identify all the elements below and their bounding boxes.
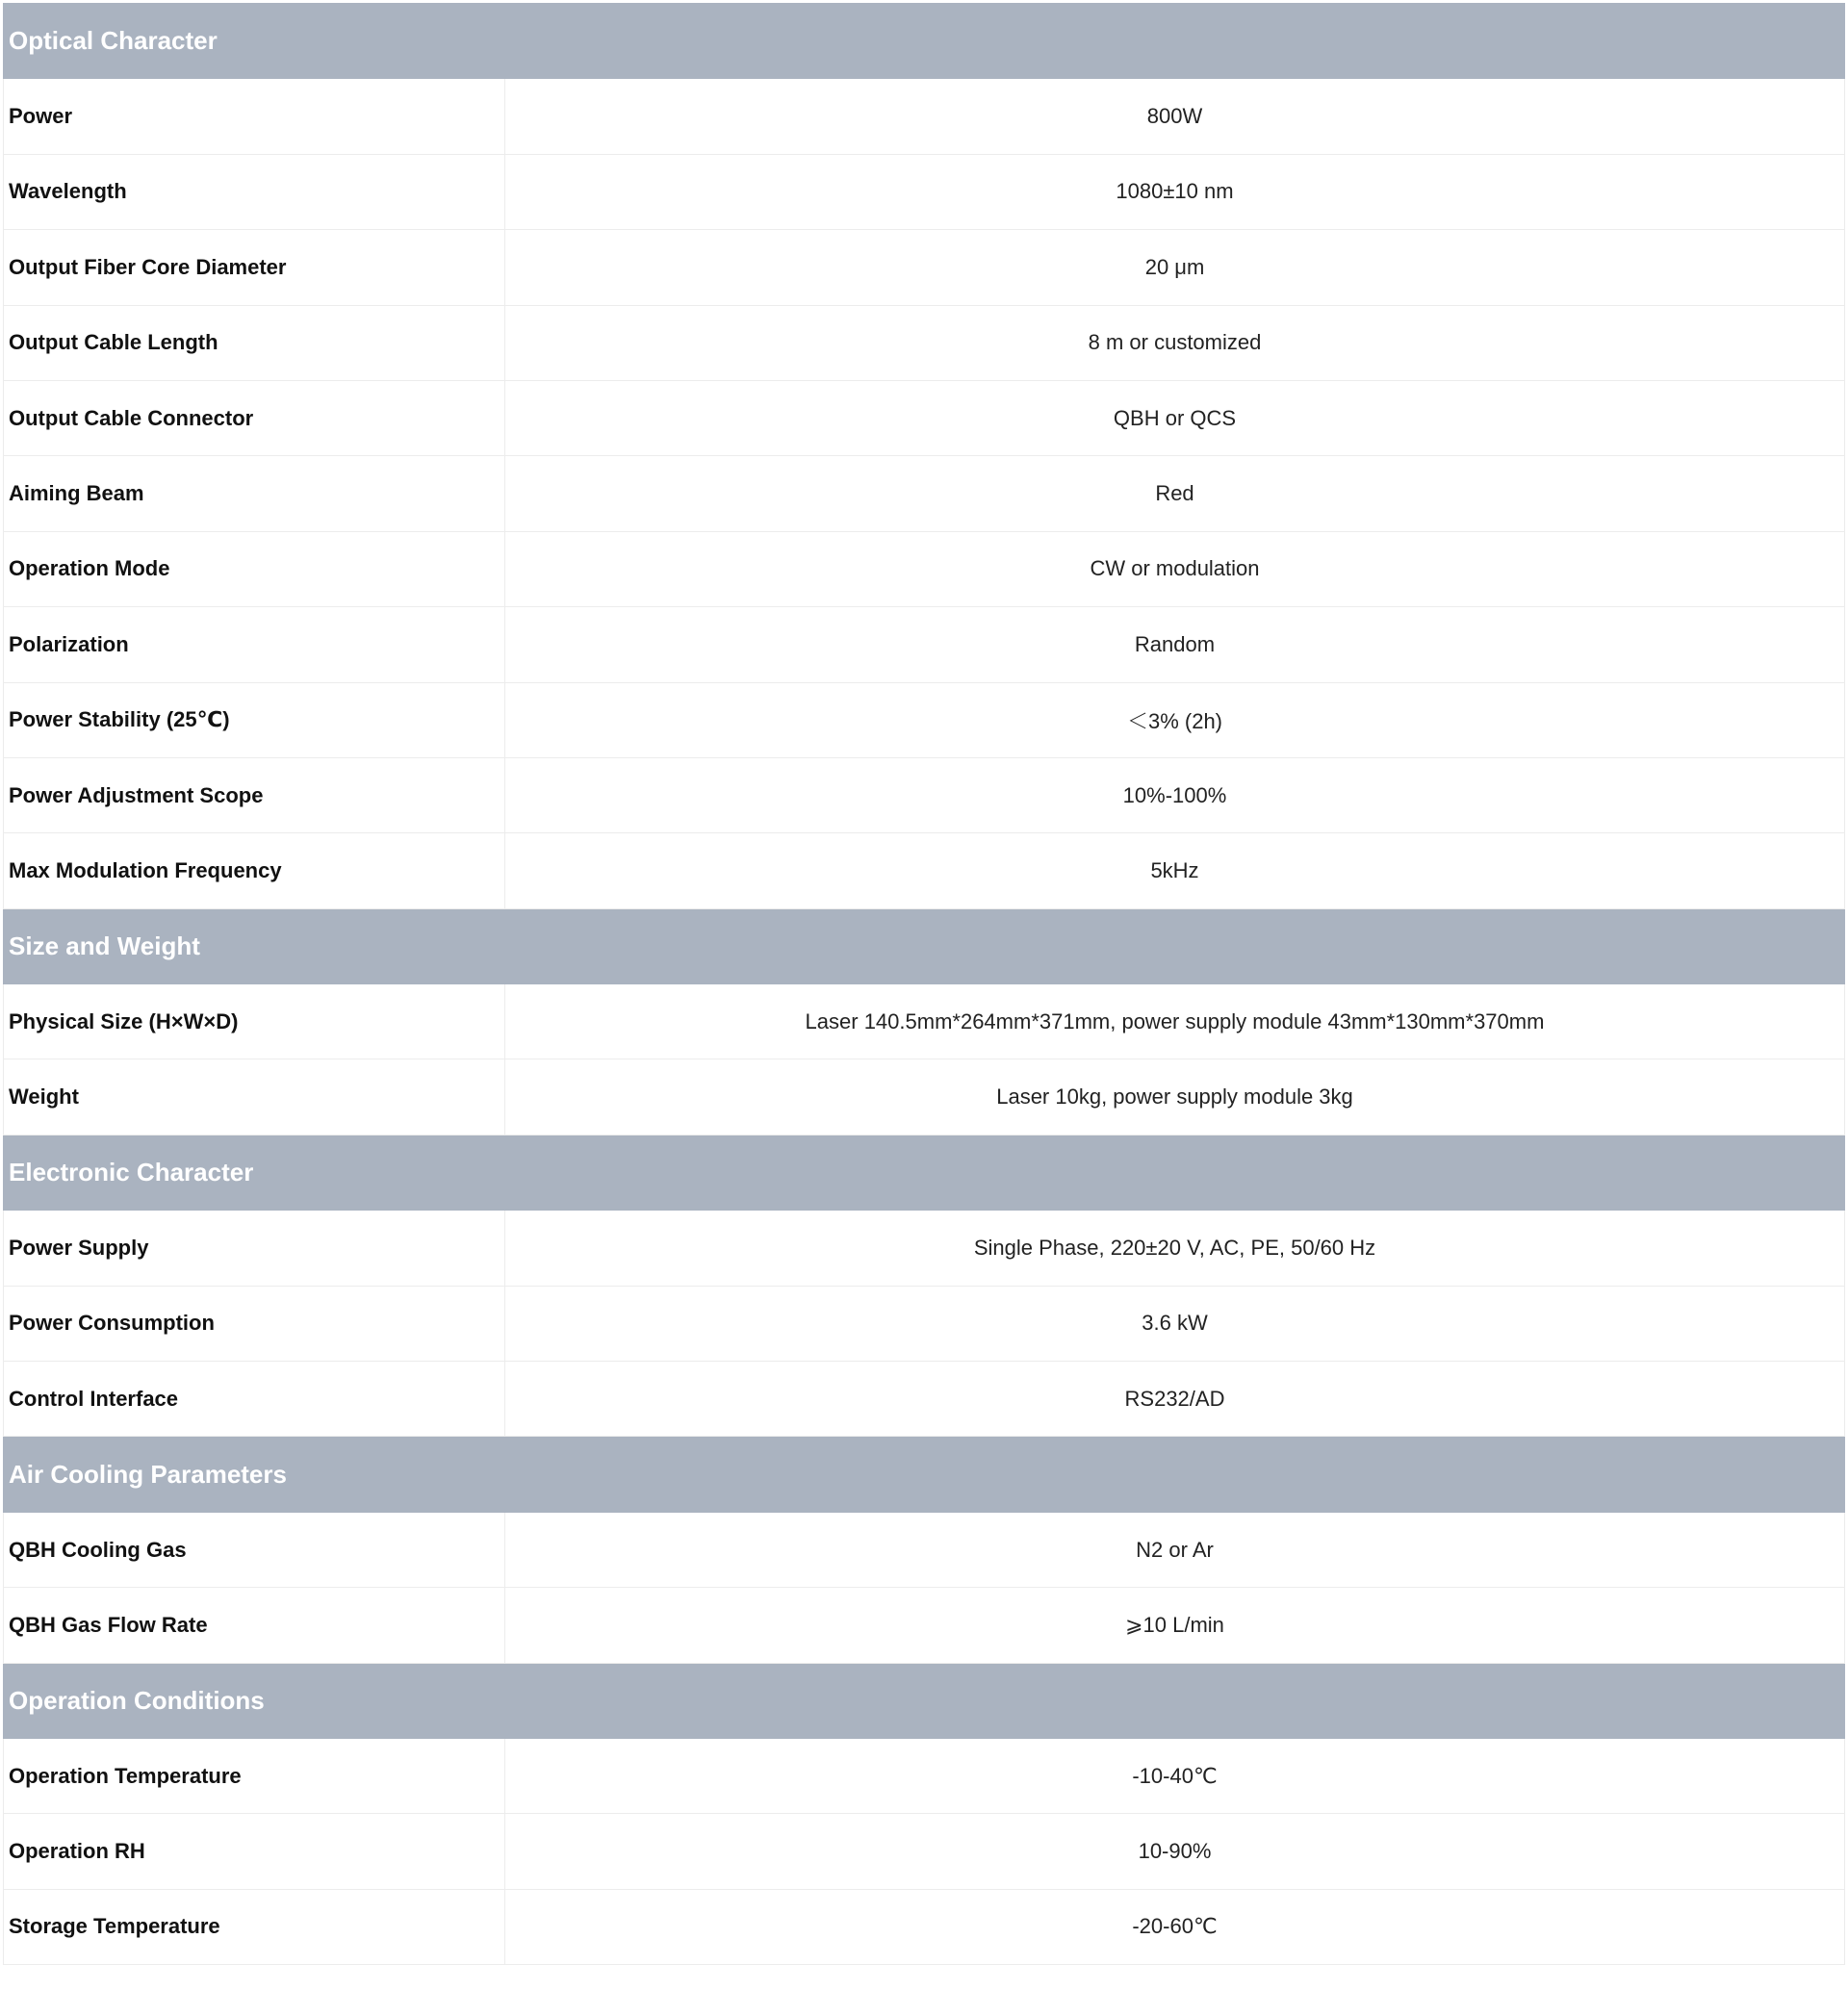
spec-value: N2 or Ar [505,1512,1845,1587]
spec-value: Random [505,607,1845,682]
spec-label: Storage Temperature [4,1889,505,1964]
spec-label: Operation Temperature [4,1738,505,1813]
table-row [4,456,1845,531]
table-row [4,154,1845,229]
spec-value: 10-90% [505,1814,1845,1889]
spec-label: Operation RH [4,1814,505,1889]
table-row [4,1889,1845,1964]
table-row [4,1814,1845,1889]
spec-label: Control Interface [4,1362,505,1437]
spec-label: Output Cable Connector [4,380,505,455]
table-row [4,607,1845,682]
section-title: Size and Weight [4,908,1845,983]
spec-label: QBH Gas Flow Rate [4,1588,505,1663]
table-row [4,1286,1845,1361]
section-title: Operation Conditions [4,1663,1845,1738]
table-row [4,682,1845,757]
spec-label: Power Adjustment Scope [4,757,505,832]
spec-value: 1080±10 nm [505,154,1845,229]
spec-label: Output Cable Length [4,305,505,380]
spec-table-body [4,4,1845,1965]
spec-value: Single Phase, 220±20 V, AC, PE, 50/60 Hz [505,1211,1845,1286]
spec-value: Laser 140.5mm*264mm*371mm, power supply module 43mm*130mm*370mm [505,984,1845,1059]
table-row [4,531,1845,606]
spec-value: ⩾10 L/min [505,1588,1845,1663]
spec-value: 8 m or customized [505,305,1845,380]
spec-label: Power Stability (25℃) [4,682,505,757]
spec-label: Power [4,79,505,154]
spec-value: ＜3% (2h) [505,682,1845,757]
spec-value: QBH or QCS [505,380,1845,455]
table-row [4,1512,1845,1587]
spec-value: -20-60℃ [505,1889,1845,1964]
spec-value: CW or modulation [505,531,1845,606]
section-header-row [4,1663,1845,1738]
spec-label: Power Supply [4,1211,505,1286]
table-row [4,757,1845,832]
table-row [4,1738,1845,1813]
spec-value: 3.6 kW [505,1286,1845,1361]
spec-value: 10%-100% [505,757,1845,832]
spec-value: -10-40℃ [505,1738,1845,1813]
section-header-row [4,1135,1845,1210]
section-title: Electronic Character [4,1135,1845,1210]
spec-label: Operation Mode [4,531,505,606]
spec-label: Output Fiber Core Diameter [4,230,505,305]
section-header-row [4,4,1845,79]
spec-label: Wavelength [4,154,505,229]
section-header-row [4,1437,1845,1512]
spec-value: 5kHz [505,833,1845,908]
spec-label: Power Consumption [4,1286,505,1361]
section-title: Air Cooling Parameters [4,1437,1845,1512]
spec-label: Weight [4,1059,505,1135]
table-row [4,984,1845,1059]
spec-label: QBH Cooling Gas [4,1512,505,1587]
table-row [4,833,1845,908]
spec-value: 20 μm [505,230,1845,305]
spec-label: Polarization [4,607,505,682]
table-row [4,79,1845,154]
spec-label: Max Modulation Frequency [4,833,505,908]
table-row [4,305,1845,380]
spec-value: Laser 10kg, power supply module 3kg [505,1059,1845,1135]
table-row [4,1211,1845,1286]
spec-value: 800W [505,79,1845,154]
spec-label: Physical Size (H×W×D) [4,984,505,1059]
spec-value: Red [505,456,1845,531]
spec-table [3,3,1845,1965]
table-row [4,1362,1845,1437]
section-title: Optical Character [4,4,1845,79]
table-row [4,1059,1845,1135]
spec-label: Aiming Beam [4,456,505,531]
spec-value: RS232/AD [505,1362,1845,1437]
table-row [4,380,1845,455]
section-header-row [4,908,1845,983]
table-row [4,1588,1845,1663]
table-row [4,230,1845,305]
